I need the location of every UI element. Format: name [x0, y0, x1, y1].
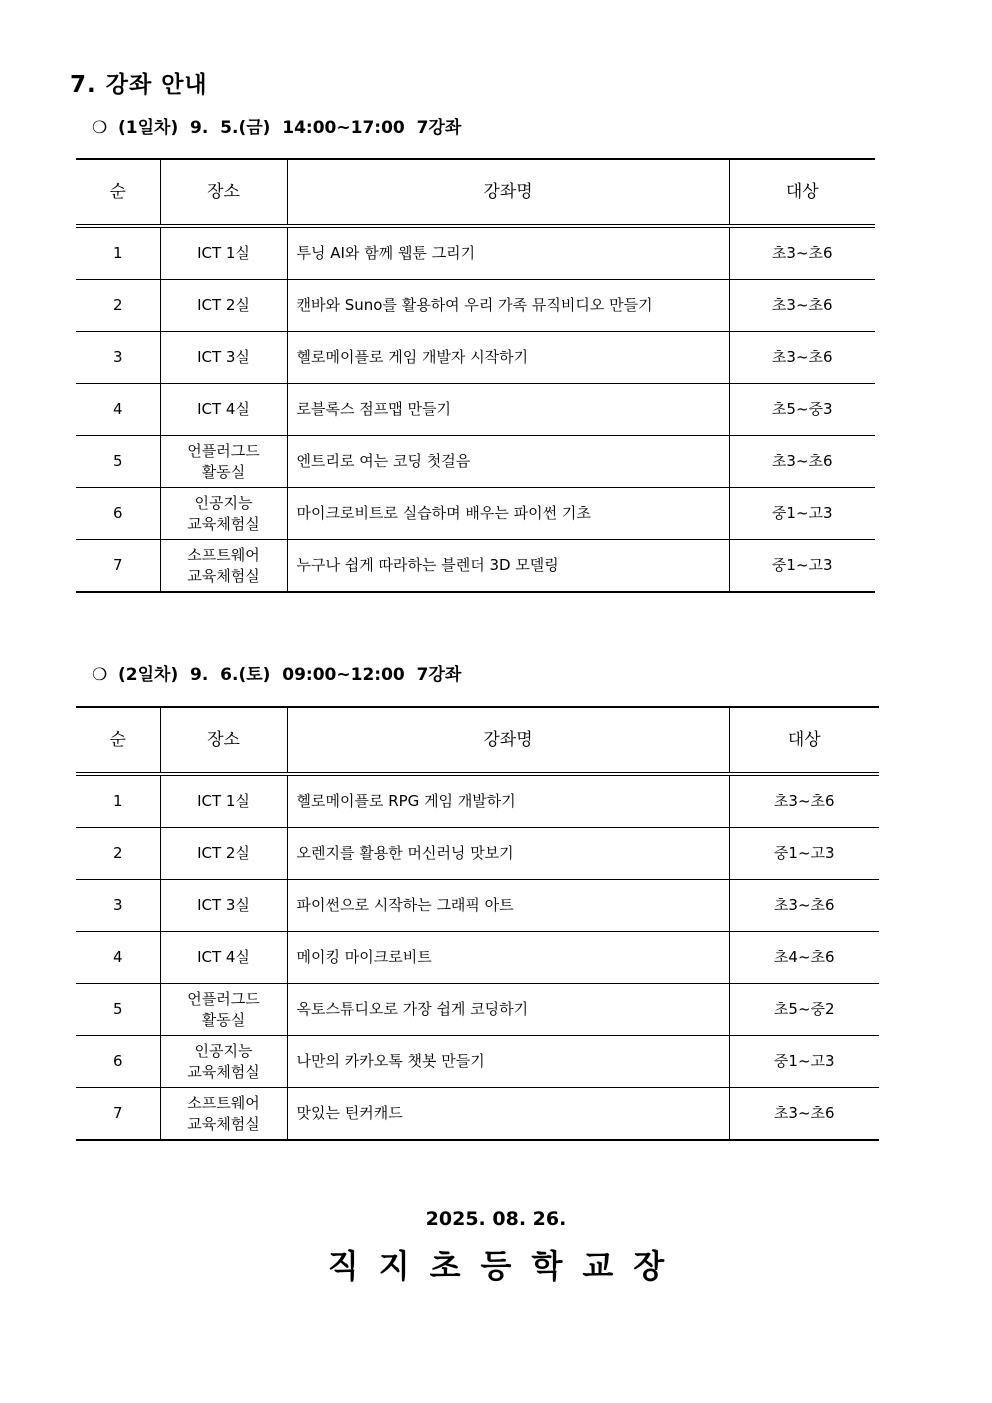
principal-signature: 직지초등학교장 — [327, 1247, 685, 1285]
cell-no: 5 — [76, 436, 160, 488]
cell-course: 엔트리로 여는 코딩 첫걸음 — [287, 436, 729, 488]
place-line: ICT 3실 — [197, 348, 250, 366]
table-row — [76, 488, 875, 540]
cell-no: 4 — [76, 384, 160, 436]
cell-course: 투닝 AI와 함께 웹툰 그리기 — [287, 226, 729, 280]
cell-course: 캔바와 Suno를 활용하여 우리 가족 뮤직비디오 만들기 — [287, 280, 729, 332]
session-1-heading — [92, 113, 461, 138]
cell-place — [160, 488, 287, 540]
cell-course: 헬로메이플로 RPG 게임 개발하기 — [287, 774, 729, 828]
cell-target: 중1~고3 — [729, 540, 875, 593]
cell-target: 초4~초6 — [729, 932, 879, 984]
cell-no: 2 — [76, 828, 160, 880]
cell-place — [160, 932, 287, 984]
header-no: 순 — [76, 159, 160, 226]
place-line: 활동실 — [201, 462, 246, 481]
table-row — [76, 774, 879, 828]
place-line: ICT 4실 — [197, 948, 250, 966]
cell-place — [160, 1036, 287, 1088]
session-2-heading — [92, 660, 461, 685]
cell-target: 초5~중3 — [729, 384, 875, 436]
cell-no: 1 — [76, 774, 160, 828]
cell-place — [160, 1088, 287, 1141]
cell-no: 7 — [76, 1088, 160, 1141]
cell-no: 2 — [76, 280, 160, 332]
cell-target: 중1~고3 — [729, 488, 875, 540]
place-line: 교육체험실 — [187, 1062, 260, 1081]
circle-bullet-icon: ❍ — [92, 118, 108, 138]
cell-course: 맛있는 틴커캐드 — [287, 1088, 729, 1141]
session-1-heading-text: (1일차) 9. 5.(금) 14:00~17:00 7강좌 — [118, 118, 462, 138]
cell-course: 누구나 쉽게 따라하는 블렌더 3D 모델링 — [287, 540, 729, 593]
table-row — [76, 540, 875, 593]
cell-target: 초3~초6 — [729, 226, 875, 280]
table-row — [76, 880, 879, 932]
cell-place — [160, 384, 287, 436]
place-line: ICT 3실 — [197, 896, 250, 914]
table-row — [76, 436, 875, 488]
header-target: 대상 — [729, 159, 875, 226]
cell-course: 메이킹 마이크로비트 — [287, 932, 729, 984]
session-2-table — [76, 706, 879, 1141]
header-target: 대상 — [729, 707, 879, 774]
header-course: 강좌명 — [287, 707, 729, 774]
cell-no: 6 — [76, 488, 160, 540]
cell-target: 초3~초6 — [729, 332, 875, 384]
cell-place — [160, 436, 287, 488]
place-line: ICT 2실 — [197, 844, 250, 862]
cell-target: 초3~초6 — [729, 1088, 879, 1141]
place-line: 교육체험실 — [187, 514, 260, 533]
issue-date: 2025. 08. 26. — [425, 1208, 567, 1230]
header-no: 순 — [76, 707, 160, 774]
cell-no: 4 — [76, 932, 160, 984]
cell-target: 중1~고3 — [729, 1036, 879, 1088]
place-line: ICT 1실 — [197, 792, 250, 810]
cell-course: 오렌지를 활용한 머신러닝 맛보기 — [287, 828, 729, 880]
place-line: 언플러그드 — [187, 989, 260, 1008]
place-line: 교육체험실 — [187, 566, 260, 585]
header-course: 강좌명 — [287, 159, 729, 226]
table-row — [76, 984, 879, 1036]
table-row — [76, 226, 875, 280]
cell-place — [160, 984, 287, 1036]
cell-target: 초5~중2 — [729, 984, 879, 1036]
table-row — [76, 332, 875, 384]
cell-no: 6 — [76, 1036, 160, 1088]
cell-target: 초3~초6 — [729, 280, 875, 332]
cell-course: 나만의 카카오톡 챗봇 만들기 — [287, 1036, 729, 1088]
cell-no: 1 — [76, 226, 160, 280]
cell-no: 7 — [76, 540, 160, 593]
cell-course: 옥토스튜디오로 가장 쉽게 코딩하기 — [287, 984, 729, 1036]
cell-no: 3 — [76, 332, 160, 384]
table-header-row — [76, 707, 879, 774]
place-line: 소프트웨어 — [187, 545, 260, 564]
cell-target: 초3~초6 — [729, 880, 879, 932]
place-line: 소프트웨어 — [187, 1093, 260, 1112]
cell-course: 파이썬으로 시작하는 그래픽 아트 — [287, 880, 729, 932]
table-row — [76, 932, 879, 984]
cell-place — [160, 880, 287, 932]
header-place: 장소 — [160, 707, 287, 774]
cell-target: 초3~초6 — [729, 436, 875, 488]
header-place: 장소 — [160, 159, 287, 226]
cell-course: 마이크로비트로 실습하며 배우는 파이썬 기초 — [287, 488, 729, 540]
cell-course: 로블록스 점프맵 만들기 — [287, 384, 729, 436]
place-line: 인공지능 — [194, 1041, 253, 1060]
place-line: ICT 2실 — [197, 296, 250, 314]
place-line: 언플러그드 — [187, 441, 260, 460]
place-line: 교육체험실 — [187, 1114, 260, 1133]
cell-place — [160, 774, 287, 828]
cell-place — [160, 226, 287, 280]
table-row — [76, 828, 879, 880]
cell-no: 3 — [76, 880, 160, 932]
session-1-table — [76, 158, 875, 593]
cell-target: 중1~고3 — [729, 828, 879, 880]
place-line: ICT 1실 — [197, 244, 250, 262]
session-1-rows — [76, 226, 875, 592]
place-line: 활동실 — [201, 1010, 246, 1029]
table-header-row — [76, 159, 875, 226]
cell-course: 헬로메이플로 게임 개발자 시작하기 — [287, 332, 729, 384]
session-2-rows — [76, 774, 879, 1140]
cell-target: 초3~초6 — [729, 774, 879, 828]
table-row — [76, 1088, 879, 1141]
table-row — [76, 1036, 879, 1088]
cell-place — [160, 332, 287, 384]
cell-place — [160, 280, 287, 332]
cell-place — [160, 540, 287, 593]
cell-place — [160, 828, 287, 880]
cell-no: 5 — [76, 984, 160, 1036]
place-line: 인공지능 — [194, 493, 253, 512]
table-row — [76, 280, 875, 332]
table-row — [76, 384, 875, 436]
circle-bullet-icon: ❍ — [92, 665, 108, 685]
place-line: ICT 4실 — [197, 400, 250, 418]
section-title: 7. 강좌 안내 — [70, 72, 208, 98]
session-2-heading-text: (2일차) 9. 6.(토) 09:00~12:00 7강좌 — [118, 665, 462, 685]
